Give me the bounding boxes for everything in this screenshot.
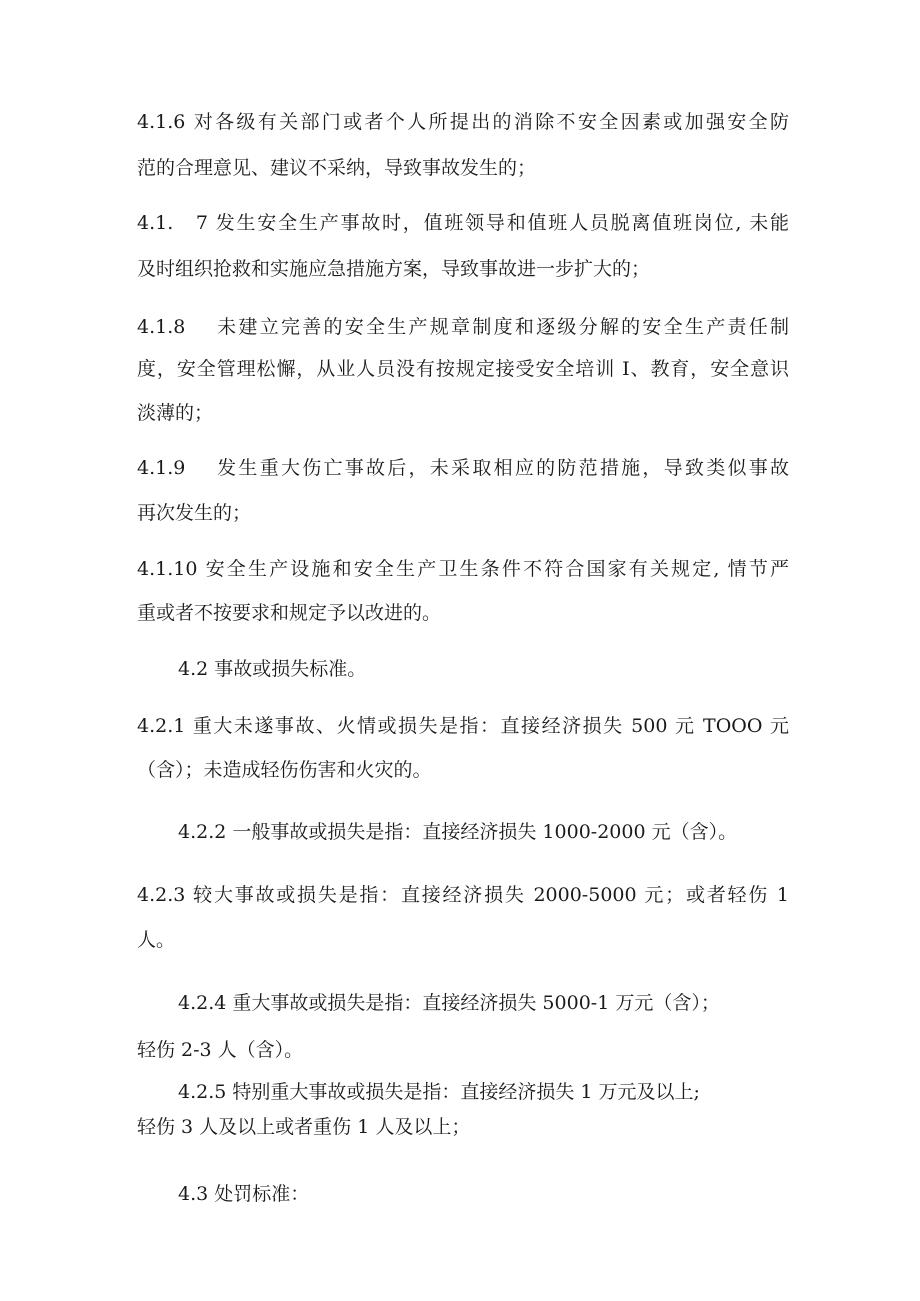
text-line-4-1-9: 4.1.9 发生重大伤亡事故后，未采取相应的防范措施，导致类似事故 [137,457,789,479]
text-line-4-2-4: 4.2.4 重大事故或损失是指：直接经济损失 5000-1 万元（含）； [178,992,720,1014]
text-line: （含）；未造成轻伤伤害和火灾的。 [137,759,432,781]
text-line: 再次发生的； [137,502,252,524]
text-line: 重或者不按要求和规定予以改进的。 [137,602,442,624]
text-line-4-2-2: 4.2.2 一般事故或损失是指：直接经济损失 1000-2000 元（含）。 [178,821,738,843]
text-line-4-1-8: 4.1.8 未建立完善的安全生产规章制度和逐级分解的安全生产责任制 [137,316,789,338]
heading-4-3: 4.3 处罚标准： [178,1183,310,1205]
text-line-4-2-3: 4.2.3 较大事故或损失是指：直接经济损失 2000-5000 元；或者轻伤 1 [137,884,789,906]
text-line-4-1-6: 4.1.6 对各级有关部门或者个人所提出的消除不安全因素或加强安全防 [137,111,789,133]
text-line-4-2-5: 4.2.5 特别重大事故或损失是指：直接经济损失 1 万元及以上; [178,1081,700,1103]
text-line: 度，安全管理松懈，从业人员没有按规定接受安全培训 I、教育，安全意识 [137,358,789,380]
text-line: 轻伤 3 人及以上或者重伤 1 人及以上； [137,1116,471,1138]
text-line-4-2-1: 4.2.1 重大未遂事故、火情或损失是指：直接经济损失 500 元 TOOO 元 [137,715,789,737]
text-line-4-1-10: 4.1.10 安全生产设施和安全生产卫生条件不符合国家有关规定, 情节严 [137,558,789,580]
text-line: 范的合理意见、建议不采纳，导致事故发生的； [137,157,537,179]
text-line: 及时组织抢救和实施应急措施方案，导致事故进一步扩大的； [137,258,651,280]
heading-4-2: 4.2 事故或损失标准。 [178,658,367,680]
text-line: 轻伤 2-3 人（含）。 [137,1039,304,1061]
text-line: 淡薄的； [137,402,214,424]
text-line-4-1-7: 4.1. 7 发生安全生产事故时，值班领导和值班人员脱离值班岗位, 未能 [137,212,789,234]
text-line: 人。 [137,929,176,951]
